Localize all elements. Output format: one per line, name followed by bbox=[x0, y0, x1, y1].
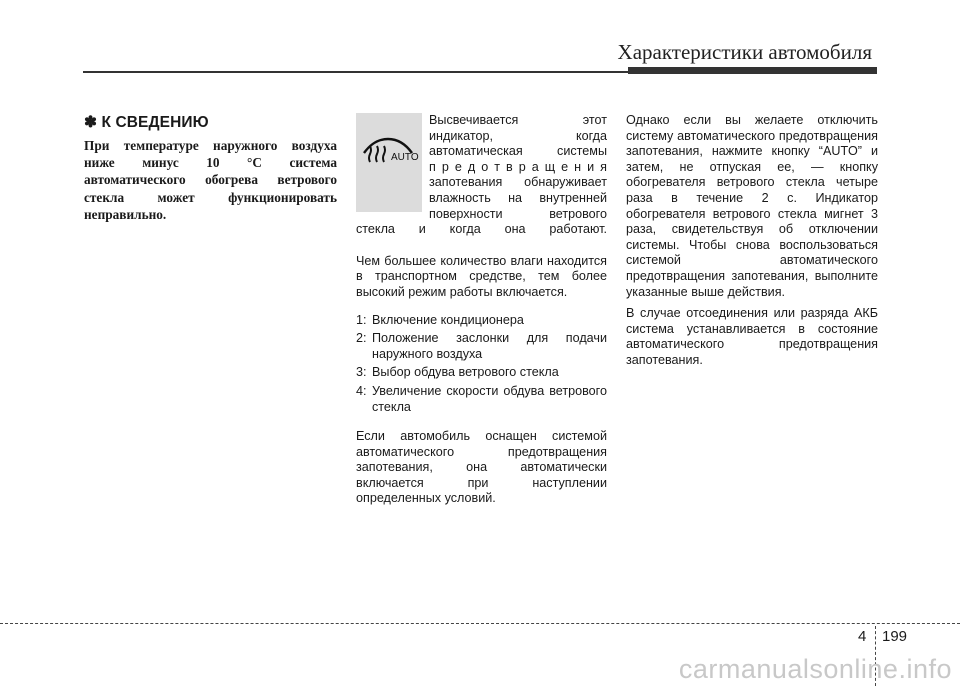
list-item bbox=[356, 384, 607, 415]
defog-auto-icon bbox=[360, 133, 420, 173]
intro-line: стекла и когда она работают. bbox=[356, 222, 607, 237]
list-item bbox=[356, 365, 607, 381]
paragraph-battery: В случае отсоединения или разряда АКБ система устанавливается в состояние автоматического предотвращения запотевания. bbox=[626, 306, 878, 367]
list-item-number: 1: bbox=[356, 312, 367, 327]
intro-line: запотевания обнаруживает bbox=[429, 175, 607, 190]
page-number: 199 bbox=[882, 628, 908, 645]
watermark: carmanualsonline.info bbox=[678, 654, 952, 684]
list-item-text: Выбор обдува ветрового стекла bbox=[372, 365, 559, 380]
intro-line: поверхности ветрового bbox=[429, 206, 607, 221]
paragraph-auto-enable: Если автомобиль оснащен системой автоматического предотвращения запотевания, она автоматически включается при наступлении определенных условий. bbox=[356, 429, 607, 506]
intro-line: индикатор, когда bbox=[429, 128, 607, 143]
intro-line: п р е д о т в р а щ е н и я bbox=[429, 159, 607, 174]
list-item-number: 4: bbox=[356, 383, 367, 398]
chapter-number: 4 bbox=[858, 628, 867, 645]
header-rule-thick bbox=[628, 67, 877, 74]
footer-divider bbox=[0, 623, 960, 624]
indicator-icon-box bbox=[356, 113, 422, 212]
note-title: ✽ К СВЕДЕНИЮ bbox=[84, 114, 209, 131]
intro-line: влажность на внутренней bbox=[429, 190, 607, 205]
list-item-text: Увеличение скорости обдува ветрового стекла bbox=[372, 383, 607, 414]
list-item bbox=[356, 313, 607, 329]
intro-line: автоматическая системы bbox=[429, 144, 607, 159]
content-column-2 bbox=[356, 113, 607, 507]
note-body: При температуре наружного воздуха ниже минус 10 °С система автоматического обогрева ветрового стекла может функционировать неправильно. bbox=[84, 138, 337, 222]
steps-list bbox=[356, 313, 607, 416]
list-item-text: Положение заслонки для подачи наружного воздуха bbox=[372, 331, 607, 361]
list-item bbox=[356, 331, 607, 362]
list-item-number: 3: bbox=[356, 365, 367, 380]
list-item-number: 2: bbox=[356, 331, 367, 346]
icon-auto-label: AUTO bbox=[391, 152, 419, 163]
paragraph-moisture: Чем большее количество влаги находится в транспортном средстве, тем более высокий режим работы включается. bbox=[356, 253, 607, 299]
note-column bbox=[84, 113, 337, 223]
intro-line: Высвечивается этот bbox=[429, 113, 607, 127]
paragraph-disable-instructions: Однако если вы желаете отключить систему автоматического предотвращения запотевания, нажмите кнопку “AUTO” и затем, не отпуская ее, — кнопку обогревателя ветрового стекла четыре раза в течение 2 с. Индикатор обогревателя ветрового стекла мигнет 3 раза, свидетельствуя об отключении системы. Чтобы снова воспользоваться системой автоматического предотвращения запотевания, выполните указанные выше действия. bbox=[626, 113, 878, 299]
page-header-title: Характеристики автомобиля bbox=[617, 40, 872, 64]
header-rule-thin bbox=[83, 71, 628, 73]
list-item-text: Включение кондиционера bbox=[372, 312, 524, 327]
content-column-3 bbox=[626, 113, 878, 375]
